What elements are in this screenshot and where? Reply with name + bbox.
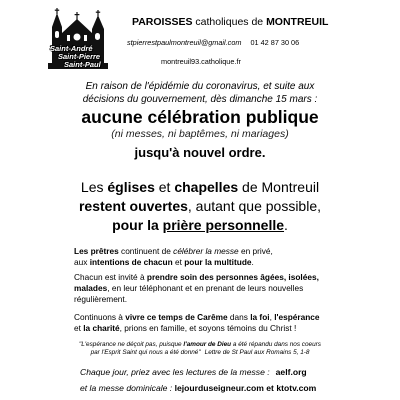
text-fragment: chapelles: [174, 179, 239, 195]
scripture-quote: [39, 341, 361, 357]
link-separator: et: [263, 383, 277, 393]
text-fragment: églises: [107, 179, 155, 195]
intro-line: décisions du gouvernement, dès dimanche 15 mars :: [82, 93, 318, 105]
text-fragment: aux: [74, 257, 90, 267]
text-fragment: .: [251, 257, 254, 267]
phone-number: 01 42 87 30 06: [250, 38, 300, 47]
email-link[interactable]: stpierrestpaulmontreuil@gmail.com: [127, 38, 242, 47]
churches-line-2: [39, 197, 361, 216]
text-fragment: prendre soin des personnes âgées, isolées,: [146, 272, 319, 282]
text-fragment: a été répandu dans nos coeurs: [231, 341, 321, 348]
text-fragment: en privé,: [238, 246, 273, 256]
text-fragment: et: [154, 179, 175, 195]
churches-line-3: [39, 216, 361, 235]
text-fragment: Chaque jour, priez avec les lectures de la messe :: [80, 367, 270, 377]
text-fragment: l'amour de Dieu: [183, 341, 232, 348]
title-rest: catholiques de: [192, 16, 267, 28]
text-fragment: "L'espérance ne déçoit pas, puisque: [79, 341, 184, 348]
text-fragment: la foi: [250, 312, 270, 322]
text-fragment: de Montreuil: [238, 179, 320, 195]
text-fragment: et la messe dominicale :: [80, 383, 173, 393]
exceptions-text: (ni messes, ni baptêmes, ni mariages): [111, 128, 289, 140]
text-fragment: célébrer la messe: [173, 246, 239, 256]
text-fragment: Les prêtres: [74, 246, 119, 256]
text-fragment: Continuons à: [74, 312, 126, 322]
paragraph-lent: [74, 312, 364, 334]
title-bold: PAROISSES: [132, 16, 193, 28]
text-fragment: , en leur téléphonant et en prenant de leurs nouvelles: [107, 283, 304, 293]
until-text: jusqu'à nouvel ordre.: [134, 145, 266, 160]
text-fragment: , prions en famille, et soyons témoins du Christ !: [119, 323, 297, 333]
text-fragment: vivre ce temps de Carême: [125, 312, 228, 322]
text-fragment: Chacun est invité à: [74, 272, 147, 282]
lejourduseigneur-link[interactable]: lejourduseigneur.com: [174, 383, 264, 393]
churches-line-1: [39, 178, 361, 197]
header-contact: [127, 38, 299, 47]
text-fragment: intentions de chacun: [89, 257, 173, 267]
intro-text: [39, 81, 361, 106]
headline: aucune célébration publique: [81, 107, 319, 127]
logo-text: [50, 45, 112, 69]
logo-line: Saint-Pierre: [58, 52, 101, 61]
ktotv-link[interactable]: ktotv.com: [276, 383, 317, 393]
text-fragment: la charité: [83, 323, 120, 333]
aelf-link[interactable]: aelf.org: [275, 367, 307, 377]
quote-reference: Lettre de St Paul aux Romains 5, 1-8: [204, 349, 310, 356]
text-fragment: malades: [74, 283, 108, 293]
text-fragment: ,: [269, 312, 275, 322]
text-fragment: prière personnelle: [162, 217, 285, 233]
text-fragment: pour la multitude: [184, 257, 252, 267]
paragraph-priests: [74, 246, 364, 268]
text-fragment: régulièrement.: [74, 294, 128, 304]
logo-line: Saint-André: [50, 44, 93, 53]
text-fragment: l'espérance: [274, 312, 320, 322]
text-fragment: pour la: [112, 217, 163, 233]
title-city: MONTREUIL: [266, 16, 329, 28]
website-link[interactable]: montreuil93.catholique.fr: [161, 57, 241, 66]
intro-line: En raison de l'épidémie du coronavirus, et suite aux: [85, 81, 315, 92]
paragraph-care: [74, 272, 364, 305]
resources-daily: [80, 367, 307, 377]
resources-sunday: [80, 383, 316, 393]
logo-line: Saint-Paul: [64, 60, 101, 69]
header-title: [132, 16, 328, 28]
text-fragment: dans: [227, 312, 251, 322]
text-fragment: par l'Esprit Saint qui nous a été donné": [90, 349, 201, 356]
parish-logo: [46, 7, 110, 71]
flyer-page: [39, 5, 361, 395]
text-fragment: Les: [80, 179, 108, 195]
text-fragment: et: [74, 323, 84, 333]
text-fragment: , autant que possible,: [187, 198, 322, 214]
text-fragment: et: [172, 257, 185, 267]
text-fragment: restent ouvertes: [78, 198, 188, 214]
text-fragment: .: [284, 217, 288, 233]
text-fragment: continuent de: [118, 246, 174, 256]
